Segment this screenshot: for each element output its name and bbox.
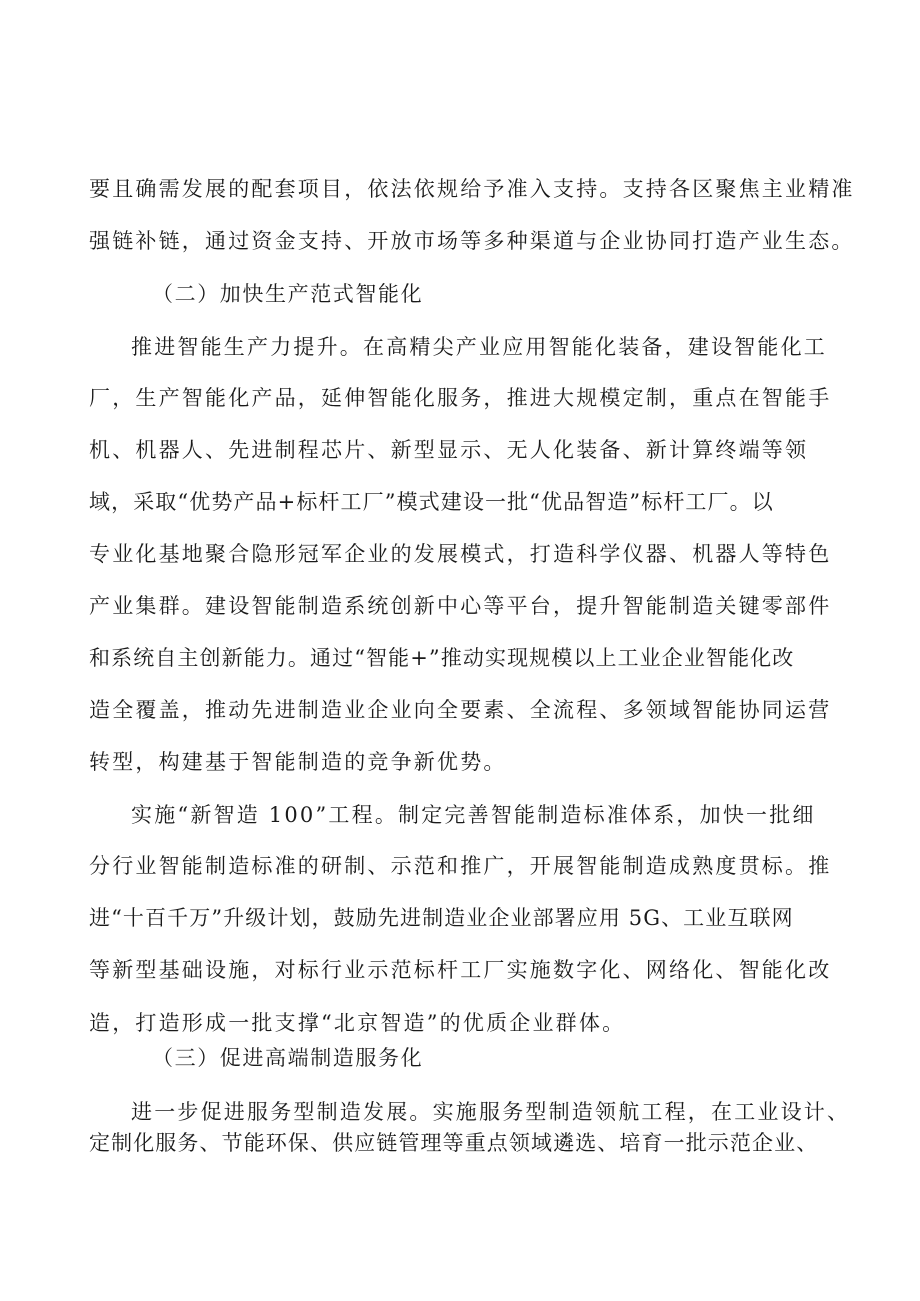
paragraph-line: 进“十百千万”升级计划，鼓励先进制造业企业部署应用 5G、工业互联网: [89, 906, 794, 930]
paragraph-line: 分行业智能制造标准的研制、示范和推广，开展智能制造成熟度贯标。推: [89, 854, 832, 878]
paragraph-line: 产业集群。建设智能制造系统创新中心等平台，提升智能制造关键零部件: [89, 594, 832, 618]
paragraph-line: 强链补链，通过资金支持、开放市场等多种渠道与企业协同打造产业生态。: [89, 229, 855, 253]
paragraph-line: 转型，构建基于智能制造的竞争新优势。: [89, 750, 507, 774]
paragraph-line: 等新型基础设施，对标行业示范标杆工厂实施数字化、网络化、智能化改: [89, 958, 832, 982]
paragraph-line: 定制化服务、节能环保、供应链管理等重点领域遴选、培育一批示范企业、: [89, 1131, 819, 1155]
paragraph-line: 造全覆盖，推动先进制造业企业向全要素、全流程、多领域智能协同运营: [89, 698, 832, 722]
paragraph-line: 专业化基地聚合隐形冠军企业的发展模式，打造科学仪器、机器人等特色: [89, 542, 832, 566]
paragraph-line: 实施“新智造 100”工程。制定完善智能制造标准体系，加快一批细: [131, 803, 816, 827]
paragraph-line: 推进智能生产力提升。在高精尖产业应用智能化装备，建设智能化工: [131, 335, 827, 359]
paragraph-line: 厂，生产智能化产品，延伸智能化服务，推进大规模定制，重点在智能手: [89, 386, 832, 410]
paragraph-line: 造，打造形成一批支撑“北京智造”的优质企业群体。: [89, 1011, 626, 1035]
paragraph-line: 和系统自主创新能力。通过“智能+”推动实现规模以上工业企业智能化改: [89, 646, 795, 670]
paragraph-line: 要且确需发展的配套项目，依法依规给予准入支持。支持各区聚焦主业精准: [89, 177, 855, 201]
paragraph-line: 域，采取“优势产品+标杆工厂”模式建设一批“优品智造”标杆工厂。以: [89, 490, 774, 514]
paragraph-line: 进一步促进服务型制造发展。实施服务型制造领航工程，在工业设计、: [131, 1100, 851, 1124]
section-heading: （二）加快生产范式智能化: [152, 282, 424, 306]
paragraph-line: 机、机器人、先进制程芯片、新型显示、无人化装备、新计算终端等领: [89, 438, 809, 462]
section-heading: （三）促进高端制造服务化: [152, 1046, 424, 1070]
